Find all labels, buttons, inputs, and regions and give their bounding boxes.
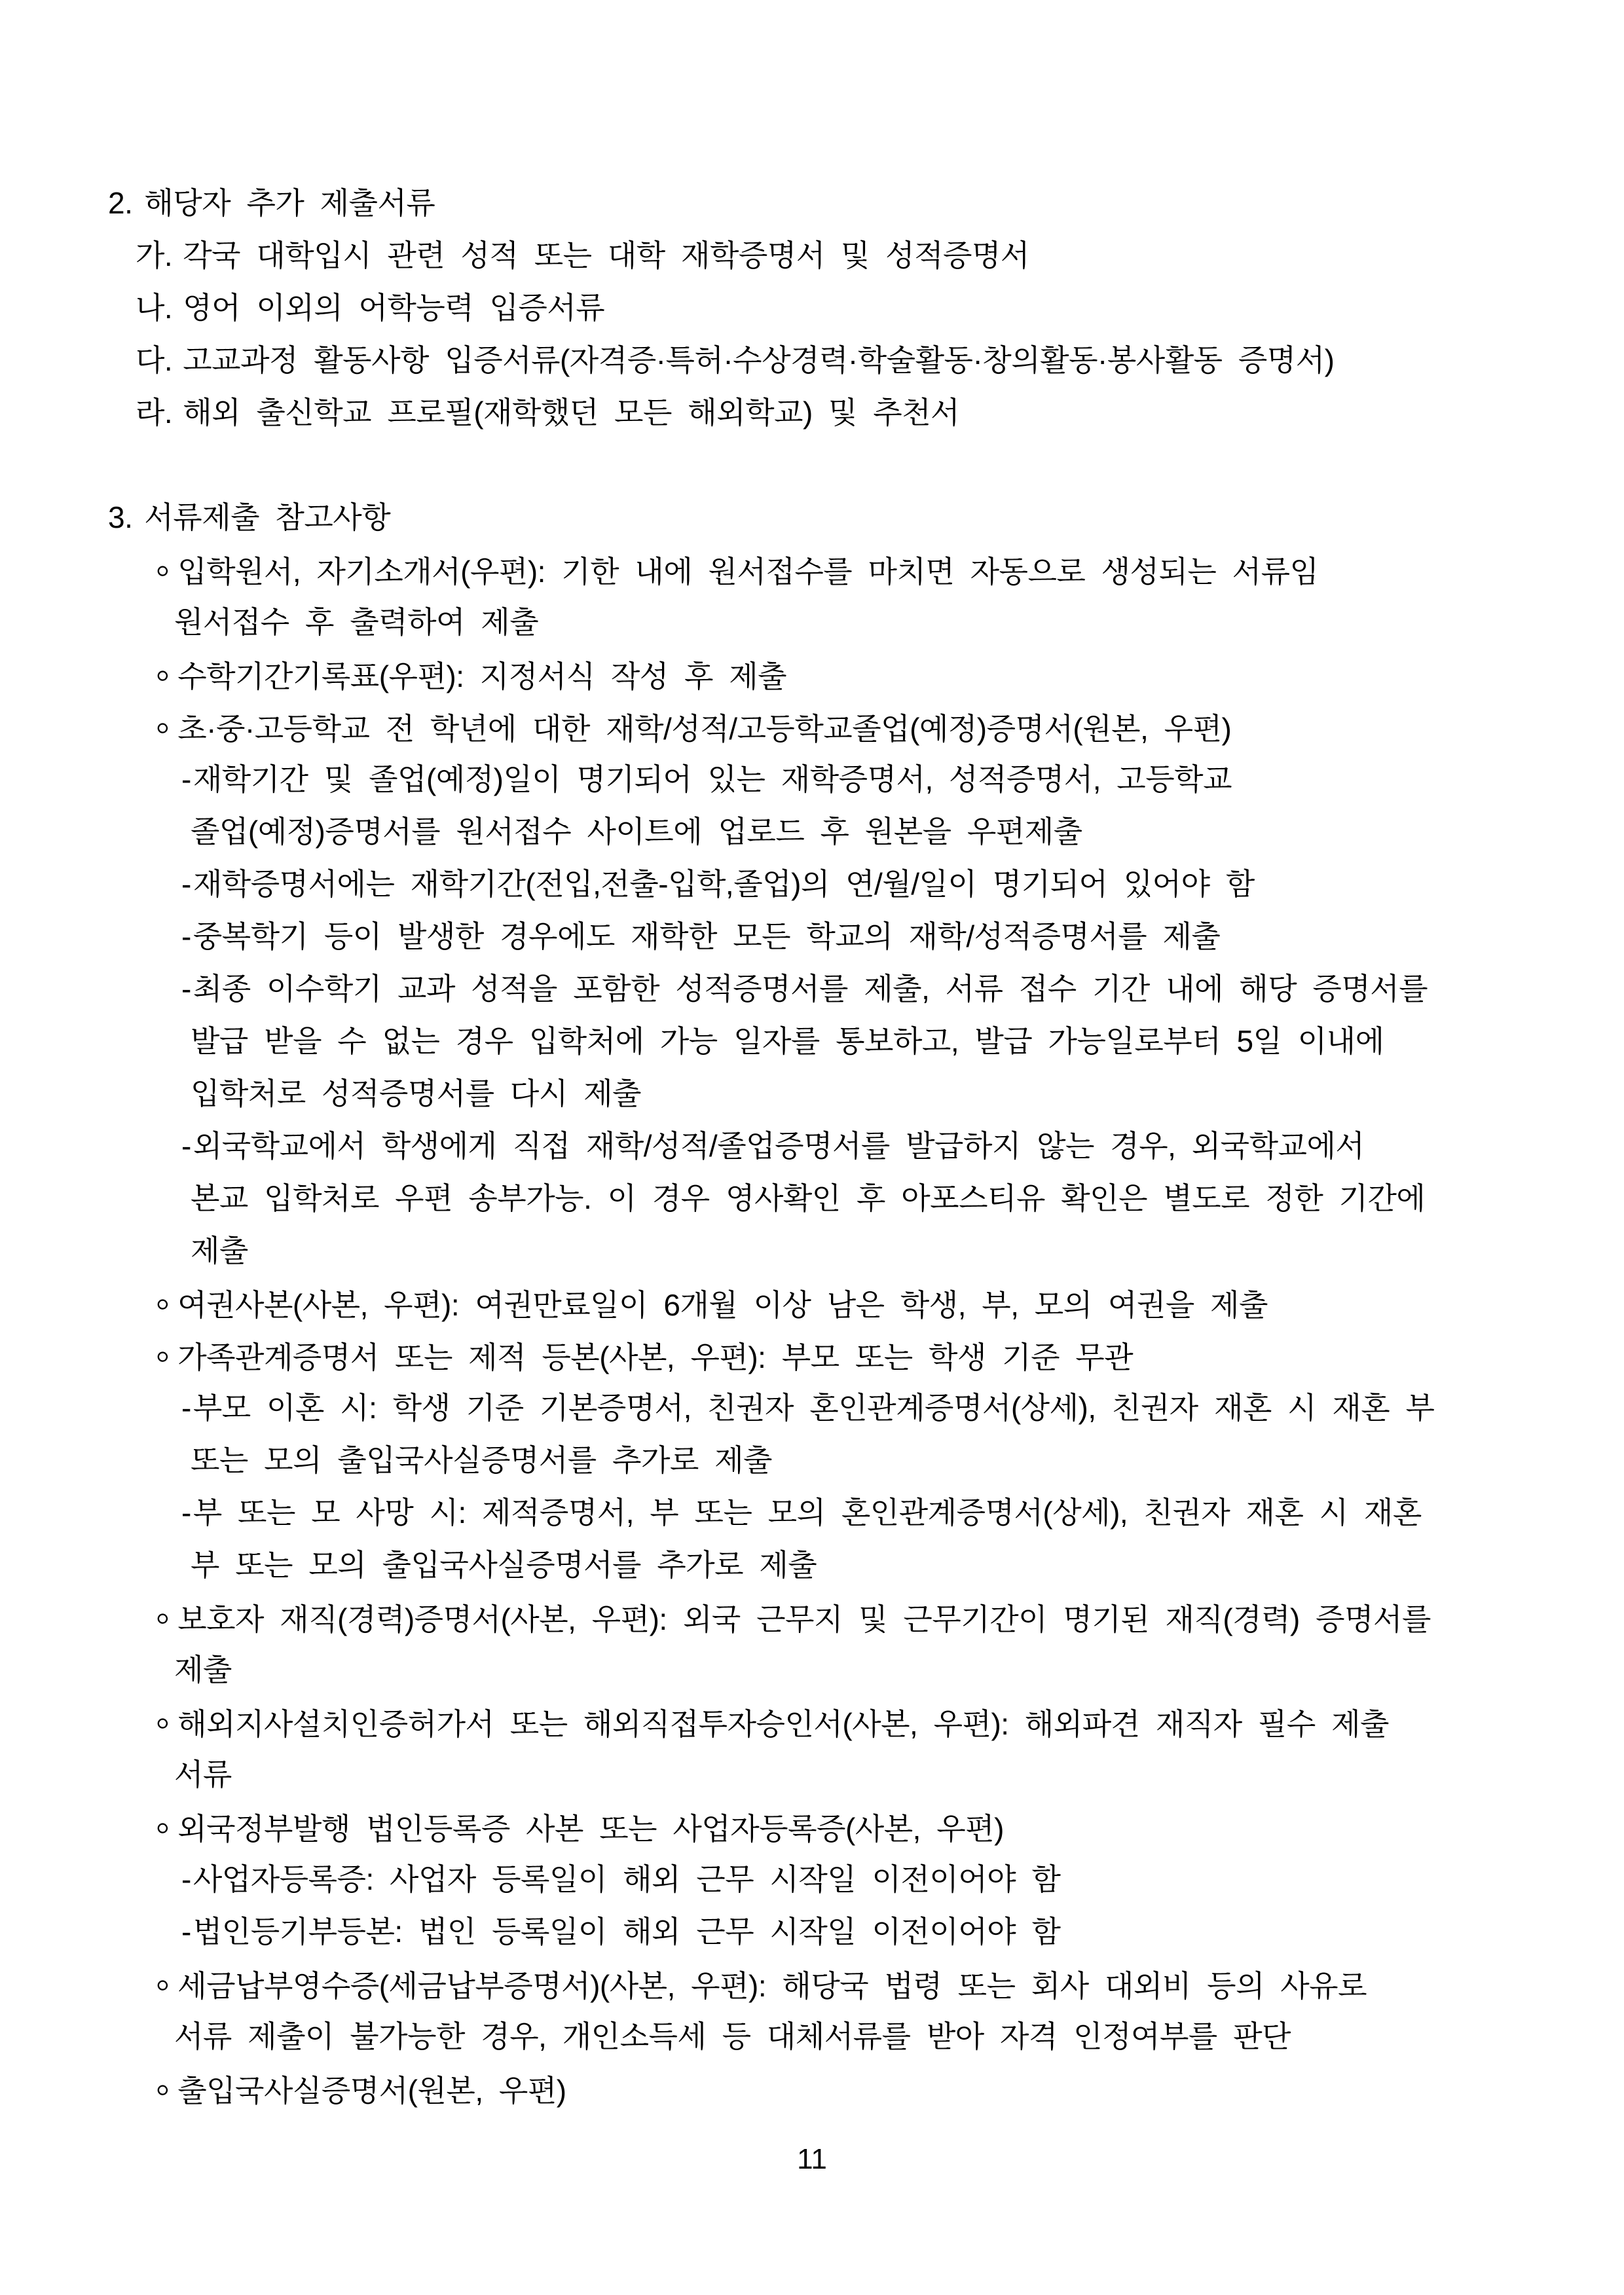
circle-bullet-marker: ◦	[155, 2065, 170, 2112]
doc-line	[0, 753, 1624, 805]
doc-line	[0, 596, 1624, 648]
doc-line-text: 부 또는 모의 출입국사실증명서를 추가로 제출	[191, 1548, 817, 1582]
doc-line-text: 사업자등록증: 사업자 등록일이 해외 근무 시작일 이전이어야 함	[193, 1862, 1061, 1896]
doc-line	[0, 1801, 1624, 1853]
doc-line-text: 가족관계증명서 또는 제적 등본(사본, 우편): 부모 또는 학생 기준 무관	[177, 1340, 1134, 1374]
doc-line	[0, 1643, 1624, 1696]
doc-line	[0, 1696, 1624, 1748]
dash-marker: -	[181, 1496, 191, 1530]
doc-line-text: 해외 출신학교 프로필(재학했던 모든 해외학교) 및 추천서	[183, 395, 960, 430]
doc-line	[0, 543, 1624, 596]
doc-line	[0, 386, 1624, 439]
doc-line	[0, 1591, 1624, 1643]
circle-bullet-marker: ◦	[155, 1803, 170, 1850]
doc-line	[0, 1120, 1624, 1172]
doc-line-text: 입학처로 성적증명서를 다시 제출	[191, 1076, 641, 1111]
doc-line-text: 외국학교에서 학생에게 직접 재학/성적/졸업증명서를 발급하지 않는 경우, 외국학교에서	[193, 1129, 1365, 1163]
doc-line	[0, 491, 1624, 543]
doc-line	[0, 805, 1624, 858]
circle-bullet-marker: ◦	[155, 1279, 170, 1327]
item-number-marker: 다.	[136, 343, 173, 377]
doc-line-text: 재학기간 및 졸업(예정)일이 명기되어 있는 재학증명서, 성적증명서, 고등학교	[193, 762, 1232, 796]
doc-line	[0, 1277, 1624, 1329]
doc-line	[0, 229, 1624, 282]
doc-line-text: 출입국사실증명서(원본, 우편)	[177, 2074, 566, 2108]
circle-bullet-marker: ◦	[155, 651, 170, 698]
doc-line	[0, 1224, 1624, 1277]
item-number-marker: 2.	[108, 186, 133, 220]
doc-line-text: 제출	[174, 1653, 232, 1687]
doc-line	[0, 1067, 1624, 1120]
dash-marker: -	[181, 1915, 191, 1949]
page-number: 11	[797, 2143, 827, 2175]
doc-line-text: 서류	[174, 1757, 232, 1791]
blank-line	[0, 439, 1624, 491]
doc-line-text: 세금납부영수증(세금납부증명서)(사본, 우편): 해당국 법령 또는 회사 대외비 등의 사유로	[177, 1969, 1367, 2003]
doc-line	[0, 334, 1624, 386]
doc-line-text: 수학기간기록표(우편): 지정서식 작성 후 제출	[177, 659, 787, 693]
item-number-marker: 라.	[136, 395, 173, 430]
doc-line	[0, 1329, 1624, 1382]
doc-line-text: 원서접수 후 출력하여 제출	[174, 605, 539, 639]
doc-line	[0, 2010, 1624, 2063]
circle-bullet-marker: ◦	[155, 703, 170, 750]
doc-line	[0, 1539, 1624, 1591]
doc-line-text: 외국정부발행 법인등록증 사본 또는 사업자등록증(사본, 우편)	[177, 1812, 1004, 1846]
doc-line	[0, 282, 1624, 334]
doc-line-text: 각국 대학입시 관련 성적 또는 대학 재학증명서 및 성적증명서	[183, 238, 1029, 272]
doc-line-text: 해외지사설치인증허가서 또는 해외직접투자승인서(사본, 우편): 해외파견 재직자 필수 제출	[177, 1707, 1389, 1741]
doc-line-text: 제출	[191, 1234, 248, 1268]
dash-marker: -	[181, 1862, 191, 1896]
doc-line-text: 보호자 재직(경력)증명서(사본, 우편): 외국 근무지 및 근무기간이 명기된 재직(경력) 증명서를	[177, 1602, 1431, 1636]
doc-line-text: 고교과정 활동사항 입증서류(자격증·특허·수상경력·학술활동·창의활동·봉사활동 증명서)	[183, 343, 1335, 377]
circle-bullet-marker: ◦	[155, 1332, 170, 1379]
doc-line	[0, 1958, 1624, 2010]
item-number-marker: 가.	[136, 238, 173, 272]
doc-line-text: 발급 받을 수 없는 경우 입학처에 가능 일자를 통보하고, 발급 가능일로부터 5일 이내에	[191, 1024, 1384, 1058]
doc-line	[0, 910, 1624, 963]
dash-marker: -	[181, 762, 191, 796]
doc-line-text: 초·중·고등학교 전 학년에 대한 재학/성적/고등학교졸업(예정)증명서(원본, 우편)	[177, 712, 1232, 746]
doc-line-text: 법인등기부등본: 법인 등록일이 해외 근무 시작일 이전이어야 함	[193, 1915, 1061, 1949]
doc-line	[0, 1015, 1624, 1067]
doc-line	[0, 963, 1624, 1015]
doc-line-text: 해당자 추가 제출서류	[144, 186, 435, 220]
dash-marker: -	[181, 919, 191, 953]
doc-line-text: 또는 모의 출입국사실증명서를 추가로 제출	[191, 1443, 772, 1477]
doc-line	[0, 2063, 1624, 2115]
doc-line-text: 영어 이외의 어학능력 입증서류	[183, 291, 605, 325]
doc-line	[0, 1434, 1624, 1486]
doc-line	[0, 1486, 1624, 1539]
doc-line-text: 최종 이수학기 교과 성적을 포함한 성적증명서를 제출, 서류 접수 기간 내에 해당 증명서를	[193, 972, 1428, 1006]
dash-marker: -	[181, 972, 191, 1006]
dash-marker: -	[181, 1391, 191, 1425]
document-body	[0, 177, 1624, 2115]
doc-line-text: 본교 입학처로 우편 송부가능. 이 경우 영사확인 후 아포스티유 확인은 별도로 정한 기간에	[191, 1181, 1426, 1215]
doc-line-text: 부 또는 모 사망 시: 제적증명서, 부 또는 모의 혼인관계증명서(상세), 친권자 재혼 시 재혼	[193, 1496, 1422, 1530]
item-number-marker: 3.	[108, 500, 133, 534]
doc-line	[0, 701, 1624, 753]
dash-marker: -	[181, 1129, 191, 1163]
circle-bullet-marker: ◦	[155, 1594, 170, 1641]
circle-bullet-marker: ◦	[155, 1960, 170, 2008]
doc-line	[0, 1853, 1624, 1905]
dash-marker: -	[181, 867, 191, 901]
doc-line-text: 입학원서, 자기소개서(우편): 기한 내에 원서접수를 마치면 자동으로 생성되는 서류임	[177, 555, 1319, 589]
doc-line-text: 부모 이혼 시: 학생 기준 기본증명서, 친권자 혼인관계증명서(상세), 친권자 재혼 시 재혼 부	[193, 1391, 1435, 1425]
doc-line-text: 여권사본(사본, 우편): 여권만료일이 6개월 이상 남은 학생, 부, 모의 여권을 제출	[177, 1288, 1268, 1322]
doc-line-text: 서류제출 참고사항	[144, 500, 391, 534]
doc-line	[0, 1172, 1624, 1224]
doc-line-text: 재학증명서에는 재학기간(전입,전출-입학,졸업)의 연/월/일이 명기되어 있어야 함	[193, 867, 1255, 901]
doc-line-text: 서류 제출이 불가능한 경우, 개인소득세 등 대체서류를 받아 자격 인정여부를 판단	[174, 2019, 1291, 2053]
doc-line	[0, 1748, 1624, 1801]
circle-bullet-marker: ◦	[155, 546, 170, 593]
doc-line	[0, 648, 1624, 701]
doc-line	[0, 177, 1624, 229]
doc-line-text: 졸업(예정)증명서를 원서접수 사이트에 업로드 후 원본을 우편제출	[191, 815, 1082, 849]
doc-line-text: 중복학기 등이 발생한 경우에도 재학한 모든 학교의 재학/성적증명서를 제출	[193, 919, 1221, 953]
item-number-marker: 나.	[136, 291, 173, 325]
doc-line	[0, 1905, 1624, 1958]
doc-line	[0, 858, 1624, 910]
circle-bullet-marker: ◦	[155, 1698, 170, 1746]
doc-line	[0, 1382, 1624, 1434]
